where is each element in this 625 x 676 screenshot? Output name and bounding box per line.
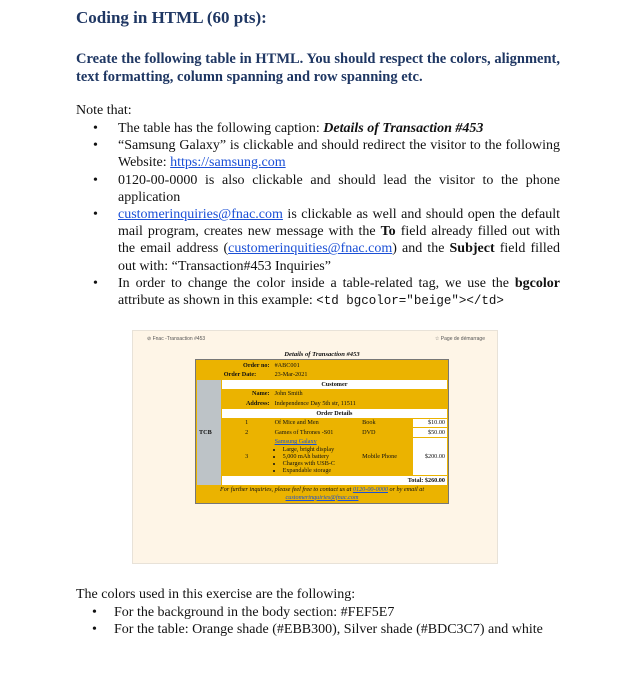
item-number: 2 [222, 428, 272, 437]
tcb-cell [197, 380, 221, 485]
list-item: • customerinquiries@fnac.com is clickable as well and should open the default mail program, creates new message with the To field already filled out with the email address (customerinquities@fnac.com) and the Subject field filled out with: “Transaction#453 Inquiries” [93, 207, 561, 274]
item-price: $200.00 [413, 438, 447, 475]
colors-list [76, 604, 560, 638]
item-name: Of Mice and Men [273, 419, 360, 428]
table-row [197, 419, 447, 428]
browser-screenshot [132, 330, 498, 564]
browser-tab-bar [133, 331, 497, 345]
blank-cell [197, 361, 221, 379]
note-label: Note that: [76, 103, 132, 118]
item-price: $10.00 [413, 419, 447, 428]
bullet-text: field filled out with: “Transaction#453 Inquiries” [118, 241, 561, 274]
requirements-list [76, 120, 560, 310]
item-name: Games of Thrones -S01 [273, 428, 360, 437]
bullet-text: 0120-00-0000 is also clickable and should lead the visitor to the phone application [118, 172, 560, 205]
order-no-label: Order no: [222, 361, 272, 370]
samsung-link[interactable]: https://samsung.com [170, 155, 286, 171]
bullet-text: For the table: Orange shade (#EBB300), Silver shade (#BDC3C7) and white [114, 622, 543, 638]
email-link-2[interactable]: customerinquities@fnac.com [228, 241, 393, 257]
item-number: 3 [222, 438, 272, 475]
table-caption: Details of Transaction #453 [195, 349, 449, 359]
start-page-label[interactable]: ☆ Page de démarrage [434, 336, 485, 342]
samsung-galaxy-link[interactable]: Samsung Galaxy [274, 438, 317, 446]
item-detail-cell [273, 438, 360, 475]
list-item: • Charges with USB-C [283, 460, 358, 467]
name-value: John Smith [273, 390, 447, 399]
heading: Coding in HTML (60 pts): [76, 8, 267, 27]
list-item: • Large, bright display [283, 446, 358, 453]
to-label: To [380, 224, 396, 240]
list-item: • In order to change the color inside a table-related tag, we use the bgcolor attribute as shown in this example: <td bgcolor="beige"></td> [93, 275, 560, 309]
phone-link[interactable]: 0120-00-0000 [352, 486, 388, 494]
bullet-text: For the background in the body section: #FEF5E7 [114, 605, 395, 620]
order-date-label: Order Date: [222, 371, 272, 380]
subject-label: Subject [449, 241, 495, 257]
footer-cell [197, 486, 447, 502]
bgcolor-label: bgcolor [514, 275, 560, 291]
bullet-text: ) and the [392, 241, 450, 257]
tcb-label: TCB [199, 428, 212, 436]
address-label: Address: [222, 399, 272, 408]
code-sample: <td bgcolor="beige"></td> [316, 294, 504, 309]
list-item: • For the background in the body section: #FEF5E7 [92, 605, 395, 620]
bullet-text: attribute as shown in this example: [118, 293, 317, 309]
bullet-text: In order to change the color inside a table-related tag, we use the [118, 275, 515, 291]
footer-email-link[interactable]: customerinquiries@fnac.com [285, 493, 359, 501]
order-date-value: 23-Mar-2021 [273, 371, 447, 380]
table-row [197, 438, 447, 475]
list-item: • “Samsung Galaxy” is clickable and should redirect the visitor to the following Website: https://samsung.com [93, 138, 560, 171]
item-type: Book [360, 419, 412, 428]
bullet-text: The table has the following caption: [118, 121, 324, 136]
colors-intro: The colors used in this exercise are the following: [76, 587, 356, 602]
list-item: • The table has the following caption: Details of Transaction #453 [93, 121, 484, 136]
caption-text: Details of Transaction #453 [323, 121, 484, 136]
browser-tab[interactable]: ⊘ Fnac -Transaction #453 [147, 336, 206, 342]
item-type: Mobile Phone [360, 438, 412, 475]
feature-list [275, 446, 358, 475]
item-type: DVD [360, 428, 412, 437]
total-cell: Total: $260.00 [222, 476, 447, 485]
list-item: • Expandable storage [283, 467, 358, 474]
task-description: Create the following table in HTML. You should respect the colors, alignment, text formatting, column spanning and row spanning etc. [76, 51, 560, 85]
footer-text: For further inquiries, please feel free to contact us at [219, 486, 353, 494]
footer-text: or by email at [387, 486, 425, 494]
item-price: $50.00 [413, 428, 447, 437]
bullet-text: field already filled out with the email address ( [118, 224, 560, 257]
address-value: Independence Day 5th str, 11511 [273, 399, 447, 408]
email-link[interactable]: customerinquiries@fnac.com [118, 207, 283, 223]
list-item: • 5,000 mAh battery [283, 453, 358, 460]
list-item: • 0120-00-0000 is also clickable and should lead the visitor to the phone application [93, 172, 560, 205]
order-details-header: Order Details [222, 409, 447, 418]
order-no-value: #ABC001 [273, 361, 447, 370]
transaction-table [195, 349, 449, 504]
bullet-text: is clickable as well and should open the default mail program, creates new message with the [118, 207, 560, 240]
name-label: Name: [222, 390, 272, 399]
item-number: 1 [222, 419, 272, 428]
table-row [197, 428, 447, 437]
bullet-text: “Samsung Galaxy” is clickable and should redirect the visitor to the following Website: [118, 138, 560, 171]
customer-header: Customer [222, 380, 447, 389]
list-item: • For the table: Orange shade (#EBB300), Silver shade (#BDC3C7) and white [92, 622, 543, 638]
